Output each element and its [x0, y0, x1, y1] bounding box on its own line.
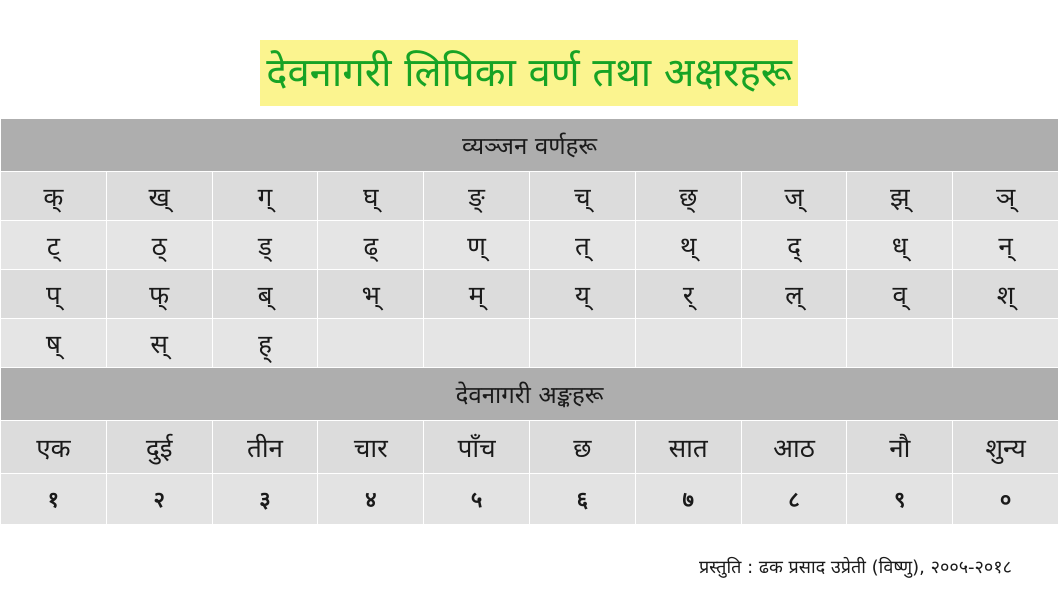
consonant-cell: स् — [106, 319, 212, 368]
digit-cell: ८ — [741, 474, 847, 525]
consonant-cell: ल् — [741, 270, 847, 319]
consonant-cell: ठ् — [106, 221, 212, 270]
consonant-cell: भ् — [318, 270, 424, 319]
digit-cell: ४ — [318, 474, 424, 525]
consonant-cell: न् — [953, 221, 1058, 270]
number-word-cell: पाँच — [424, 421, 530, 474]
consonant-cell: म् — [424, 270, 530, 319]
numerals-header-row — [1, 368, 1058, 421]
consonant-cell: ज् — [741, 172, 847, 221]
consonant-cell: त् — [529, 221, 635, 270]
digit-cell: १ — [1, 474, 107, 525]
consonant-cell: घ् — [318, 172, 424, 221]
consonant-cell: ध् — [847, 221, 953, 270]
empty-cell — [741, 319, 847, 368]
empty-cell — [424, 319, 530, 368]
consonants-heading: व्यञ्जन वर्णहरू — [1, 119, 1058, 172]
consonant-cell: य् — [529, 270, 635, 319]
number-word-cell: दुई — [106, 421, 212, 474]
consonant-row — [1, 319, 1058, 368]
consonant-cell: र् — [635, 270, 741, 319]
page-title: देवनागरी लिपिका वर्ण तथा अक्षरहरू — [260, 40, 798, 106]
number-word-cell: चार — [318, 421, 424, 474]
consonant-cell: द् — [741, 221, 847, 270]
digit-cell: ६ — [529, 474, 635, 525]
empty-cell — [847, 319, 953, 368]
consonant-row — [1, 270, 1058, 319]
consonant-cell: प् — [1, 270, 107, 319]
empty-cell — [953, 319, 1058, 368]
digit-cell: २ — [106, 474, 212, 525]
consonant-cell: व् — [847, 270, 953, 319]
consonant-cell: च् — [529, 172, 635, 221]
digit-row — [1, 474, 1058, 525]
digit-cell: ३ — [212, 474, 318, 525]
digit-cell: ९ — [847, 474, 953, 525]
consonant-row — [1, 172, 1058, 221]
consonant-row — [1, 221, 1058, 270]
empty-cell — [635, 319, 741, 368]
consonant-cell: श् — [953, 270, 1058, 319]
credit-line: प्रस्तुति : ढक प्रसाद उप्रेती (विष्णु), २००५-२०१८ — [698, 557, 1012, 578]
consonant-cell: ञ् — [953, 172, 1058, 221]
consonant-cell: ङ् — [424, 172, 530, 221]
numerals-heading: देवनागरी अङ्कहरू — [1, 368, 1058, 421]
number-word-cell: सात — [635, 421, 741, 474]
consonant-cell: ष् — [1, 319, 107, 368]
consonant-cell: झ् — [847, 172, 953, 221]
consonant-cell: ण् — [424, 221, 530, 270]
consonant-cell: क् — [1, 172, 107, 221]
consonant-cell: ड् — [212, 221, 318, 270]
consonant-cell: ब् — [212, 270, 318, 319]
consonant-cell: ह् — [212, 319, 318, 368]
number-word-cell: शुन्य — [953, 421, 1058, 474]
empty-cell — [529, 319, 635, 368]
consonant-cell: छ् — [635, 172, 741, 221]
digit-cell: ० — [953, 474, 1058, 525]
number-word-cell: एक — [1, 421, 107, 474]
digit-cell: ७ — [635, 474, 741, 525]
consonant-cell: ढ् — [318, 221, 424, 270]
consonant-cell: ख् — [106, 172, 212, 221]
number-word-row — [1, 421, 1058, 474]
empty-cell — [318, 319, 424, 368]
number-word-cell: आठ — [741, 421, 847, 474]
number-word-cell: नौ — [847, 421, 953, 474]
number-word-cell: तीन — [212, 421, 318, 474]
alphabet-table — [0, 118, 1058, 525]
consonant-cell: थ् — [635, 221, 741, 270]
consonants-header-row — [1, 119, 1058, 172]
consonant-cell: ट् — [1, 221, 107, 270]
digit-cell: ५ — [424, 474, 530, 525]
consonant-cell: फ् — [106, 270, 212, 319]
number-word-cell: छ — [529, 421, 635, 474]
title-area — [0, 40, 1058, 106]
consonant-cell: ग् — [212, 172, 318, 221]
